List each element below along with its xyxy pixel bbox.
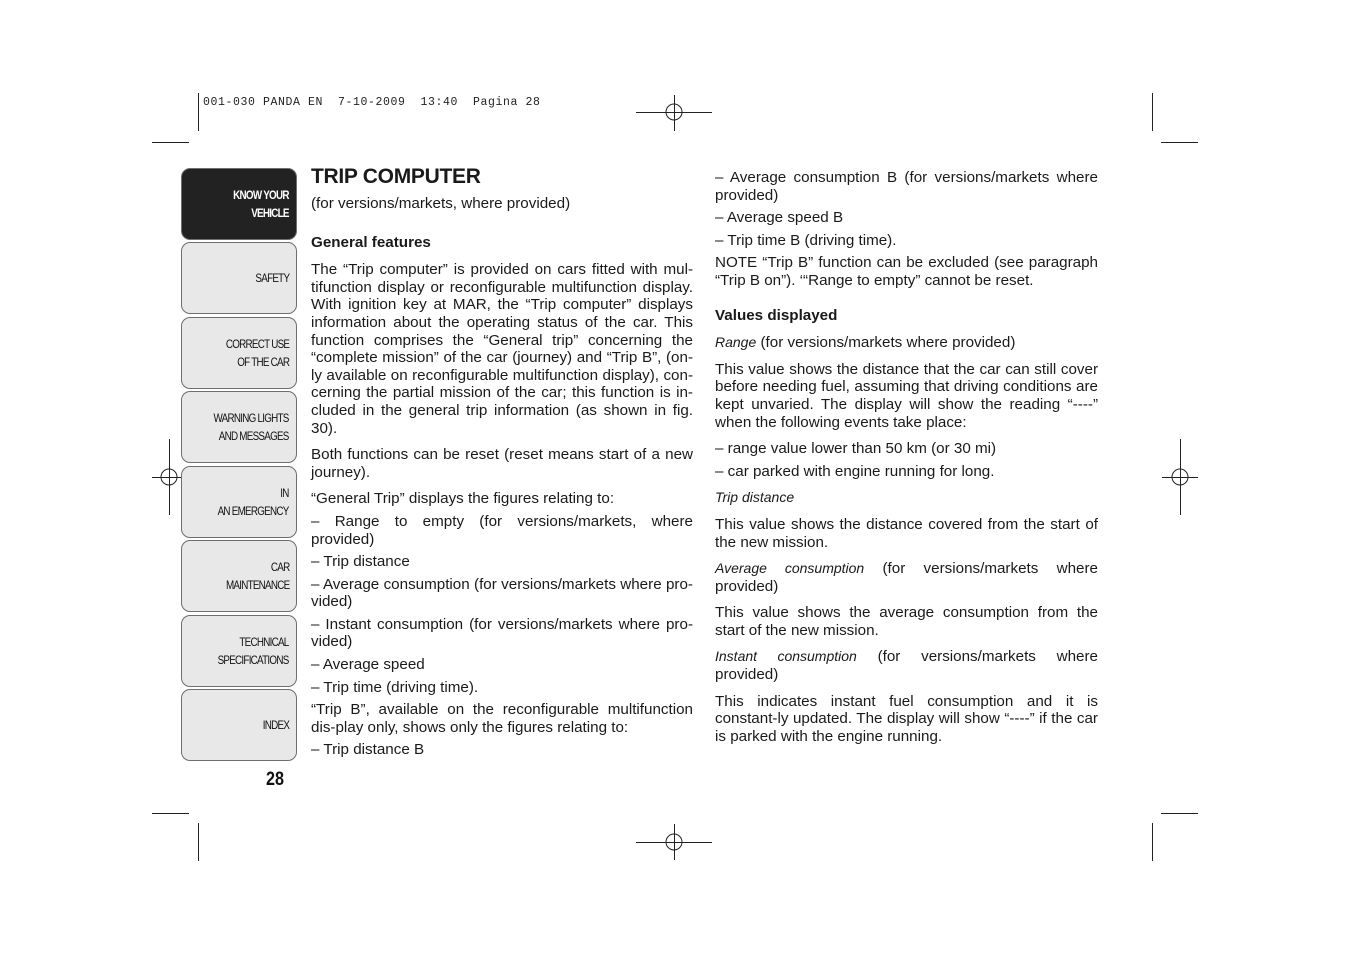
registration-target-icon bbox=[662, 830, 686, 854]
tab-index[interactable] bbox=[181, 689, 297, 761]
value-label bbox=[715, 648, 1098, 683]
print-slug: 001-030 PANDA EN 7-10-2009 13:40 Pagina 28 bbox=[203, 96, 541, 109]
list-item: – range value lower than 50 km (or 30 mi) bbox=[715, 440, 997, 458]
tab-label: SAFETY bbox=[255, 271, 289, 285]
tab-correct-use[interactable] bbox=[181, 317, 297, 389]
tab-warning-lights[interactable] bbox=[181, 391, 297, 463]
crop-mark bbox=[198, 93, 199, 131]
paragraph: This value shows the average consumption from the start of the new mission. bbox=[715, 604, 1098, 639]
tab-safety[interactable] bbox=[181, 242, 297, 314]
list-item: – Trip distance bbox=[311, 553, 410, 571]
crop-mark bbox=[152, 813, 189, 814]
paragraph: “Trip B”, available on the reconfigurable multifunction dis-play only, shows only the figures relating to: bbox=[311, 701, 693, 736]
list-item: – Trip time B (driving time). bbox=[715, 231, 897, 249]
crop-mark bbox=[152, 142, 189, 143]
value-note: (for versions/markets where provided) bbox=[715, 560, 1098, 595]
list-item: – Instant consumption (for versions/markets where pro-vided) bbox=[311, 615, 693, 651]
tab-label: INDEX bbox=[262, 718, 289, 732]
list-item: – Range to empty (for versions/markets, where provided) bbox=[311, 512, 693, 548]
list-item: – Average speed B bbox=[715, 209, 844, 227]
paragraph: “General Trip” displays the figures relating to: bbox=[311, 490, 615, 508]
tab-label: TECHNICAL SPECIFICATIONS bbox=[218, 635, 289, 667]
value-note: (for versions/markets where provided) bbox=[756, 334, 1016, 352]
paragraph: This value shows the distance covered from the start of the new mission. bbox=[715, 515, 1098, 551]
tab-car-maintenance[interactable] bbox=[181, 540, 297, 612]
list-item: – Trip distance B bbox=[311, 741, 425, 759]
right-column bbox=[715, 169, 1098, 754]
crop-mark bbox=[1161, 142, 1198, 143]
value-label bbox=[715, 489, 1098, 507]
list-item: – Average speed bbox=[311, 656, 425, 674]
crop-mark bbox=[1161, 813, 1198, 814]
note-paragraph: NOTE “Trip B” function can be excluded (see paragraph “Trip B on”). ‘“Range to empty” cannot be reset. bbox=[715, 254, 1098, 289]
tab-know-your-vehicle[interactable] bbox=[181, 168, 297, 240]
value-name: Average consumption bbox=[715, 560, 865, 577]
page-number: 28 bbox=[266, 769, 284, 790]
paragraph: This indicates instant fuel consumption and it is constant-ly updated. The display will show “----” if the car is parked with the engine running. bbox=[715, 692, 1098, 745]
section-heading: General features bbox=[311, 233, 431, 251]
page-subtitle: (for versions/markets, where provided) bbox=[311, 195, 571, 212]
tab-label: WARNING LIGHTS AND MESSAGES bbox=[213, 411, 289, 443]
value-note: (for versions/markets where provided) bbox=[715, 648, 1098, 684]
list-item: – Trip time (driving time). bbox=[311, 678, 479, 696]
registration-target-icon bbox=[662, 100, 686, 124]
tab-label: IN AN EMERGENCY bbox=[218, 486, 289, 518]
section-heading: Values displayed bbox=[715, 306, 838, 324]
crop-mark bbox=[198, 823, 199, 861]
value-label bbox=[715, 560, 1098, 595]
value-name: Trip distance bbox=[715, 489, 795, 506]
left-column bbox=[311, 165, 693, 764]
page-title: TRIP COMPUTER bbox=[311, 165, 481, 188]
registration-target-icon bbox=[1168, 465, 1192, 489]
list-item: – Average consumption B (for versions/markets where provided) bbox=[715, 169, 1098, 204]
value-name: Range bbox=[715, 334, 757, 351]
paragraph: This value shows the distance that the car can still cover before needing fuel, assuming that driving conditions are kept unvaried. The display will show the reading “----” when the following events take place: bbox=[715, 360, 1098, 431]
tab-label: CAR MAINTENANCE bbox=[225, 560, 289, 592]
crop-mark bbox=[1152, 823, 1153, 861]
paragraph: Both functions can be reset (reset means start of a new journey). bbox=[311, 446, 693, 481]
tab-technical-specifications[interactable] bbox=[181, 615, 297, 687]
tab-label: CORRECT USE OF THE CAR bbox=[225, 337, 289, 369]
tab-emergency[interactable] bbox=[181, 466, 297, 538]
value-label bbox=[715, 334, 1098, 352]
paragraph: The “Trip computer” is provided on cars fitted with mul-tifunction display or reconfigurable multifunction display. With ignition key at MAR, the “Trip computer” displays information about the operating status of the car. This function comprises the “General trip” concerning the “complete mission” of the car (journey) and “Trip B”, (on-ly available on reconfigurable multifunction display), con-cerning the partial mission of the car; this function is in-cluded in the general trip information (as shown in fig. 30). bbox=[311, 261, 693, 437]
crop-mark bbox=[1152, 93, 1153, 131]
registration-target-icon bbox=[157, 465, 181, 489]
value-name: Instant consumption bbox=[715, 648, 857, 665]
tab-label: KNOW YOUR VEHICLE bbox=[233, 188, 289, 220]
list-item: – Average consumption (for versions/markets where pro-vided) bbox=[311, 575, 693, 611]
list-item: – car parked with engine running for long. bbox=[715, 462, 995, 480]
